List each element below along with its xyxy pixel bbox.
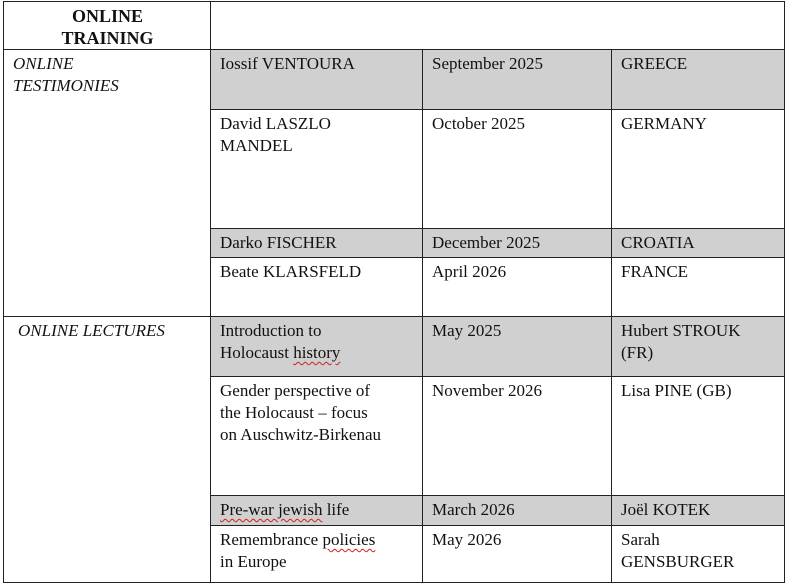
- row-title: Darko FISCHER: [211, 229, 423, 258]
- spellcheck-word: history: [293, 343, 341, 362]
- header-row: [4, 2, 785, 50]
- row-date: December 2025: [423, 229, 612, 258]
- row-title: Beate KLARSFELD: [211, 258, 423, 317]
- row-detail: Joël KOTEK: [612, 496, 785, 526]
- row-detail: Lisa PINE (GB): [612, 377, 785, 496]
- table-row: [4, 317, 785, 377]
- row-title: Iossif VENTOURA: [211, 50, 423, 110]
- row-title-line2: in Europe: [220, 552, 287, 571]
- row-title: [211, 377, 423, 496]
- row-detail: [612, 317, 785, 377]
- row-title: [211, 110, 423, 229]
- row-detail: CROATIA: [612, 229, 785, 258]
- row-title-line1: David LASZLO: [220, 114, 331, 133]
- row-title-line3: on Auschwitz-Birkenau: [220, 425, 381, 444]
- row-date: September 2025: [423, 50, 612, 110]
- row-title-line1: Gender perspective of: [220, 381, 371, 400]
- row-date: November 2026: [423, 377, 612, 496]
- row-date: October 2025: [423, 110, 612, 229]
- header-empty-cell: [211, 2, 785, 50]
- row-title: [211, 496, 423, 526]
- row-date: May 2026: [423, 526, 612, 583]
- row-detail-line2: GENSBURGER: [621, 552, 735, 571]
- row-detail: GREECE: [612, 50, 785, 110]
- section-label-line1: ONLINE: [13, 54, 74, 73]
- spellcheck-word: Pre-war: [220, 500, 279, 519]
- row-title-line2: the Holocaust – focus: [220, 403, 368, 422]
- row-date: May 2025: [423, 317, 612, 377]
- online-training-header: [4, 2, 211, 50]
- section-label-lectures: ONLINE LECTURES: [4, 317, 211, 583]
- spellcheck-word: policies: [322, 530, 376, 549]
- row-detail-line1: Sarah: [621, 530, 660, 549]
- row-date: March 2026: [423, 496, 612, 526]
- row-detail-line1: Hubert STROUK: [621, 321, 741, 340]
- row-title-line1-a: Remembrance: [220, 530, 323, 549]
- row-detail: GERMANY: [612, 110, 785, 229]
- row-title-line1: Introduction to: [220, 321, 322, 340]
- row-title-line2-a: Holocaust: [220, 343, 294, 362]
- row-detail: FRANCE: [612, 258, 785, 317]
- section-label-testimonies: [4, 50, 211, 317]
- row-title-tail: life: [322, 500, 350, 519]
- row-title-line2: MANDEL: [220, 136, 293, 155]
- section-label-line2: TESTIMONIES: [13, 76, 119, 95]
- header-title-line2: TRAINING: [61, 28, 154, 48]
- row-date: April 2026: [423, 258, 612, 317]
- header-title-line1: ONLINE: [71, 6, 143, 26]
- row-title: [211, 317, 423, 377]
- row-detail: [612, 526, 785, 583]
- row-detail-line2: (FR): [621, 343, 654, 362]
- table-row: [4, 50, 785, 110]
- training-schedule-table: [3, 1, 785, 583]
- row-title: [211, 526, 423, 583]
- spellcheck-word: jewish: [278, 500, 323, 519]
